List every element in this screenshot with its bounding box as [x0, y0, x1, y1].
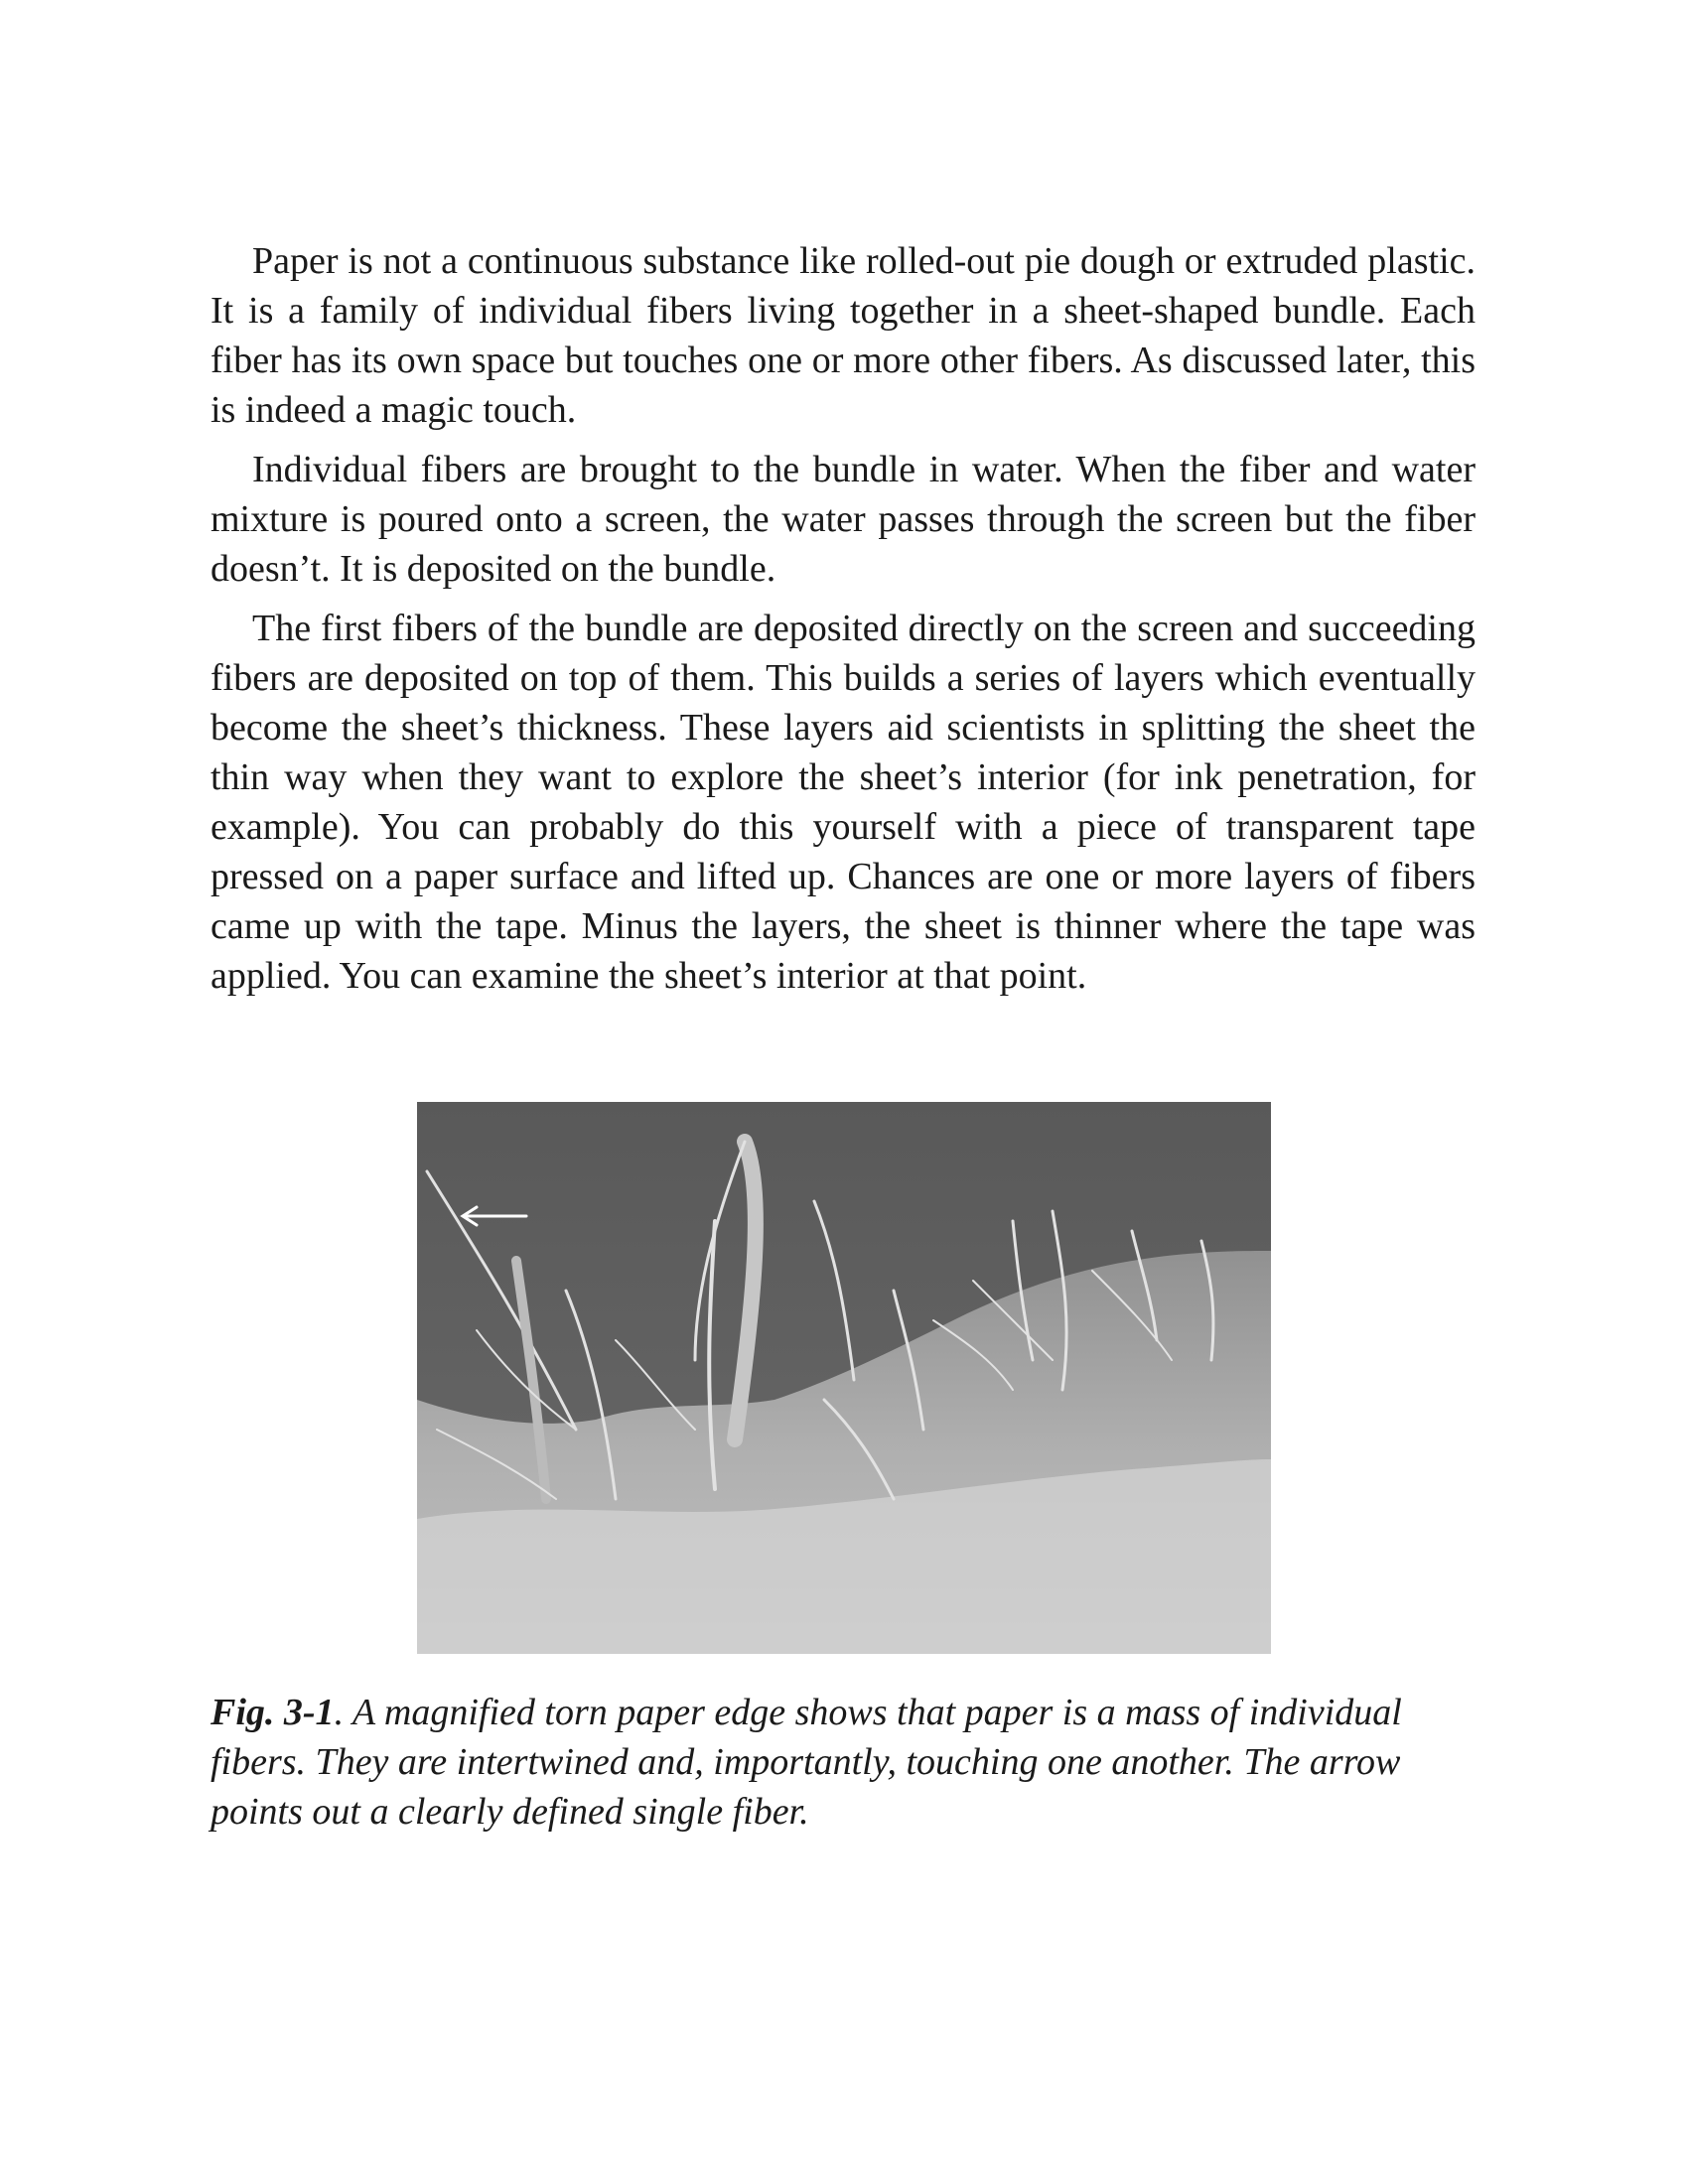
figure-caption — [211, 1688, 1476, 1837]
paragraph-3: The first fibers of the bundle are deposited directly on the screen and succeeding fibers are deposited on top of them. This builds a series of layers which eventually become the sheet’s thickness. These layers aid scientists in splitting the sheet the thin way when they want to explore the sheet’s interior (for ink penetration, for example). You can probably do this yourself with a piece of transparent tape pressed on a paper surface and lifted up. Chances are one or more layers of fibers came up with the tape. Minus the layers, the sheet is thinner where the tape was applied. You can examine the sheet’s interior at that point. — [211, 608, 1476, 997]
body-text — [211, 236, 1476, 1011]
figure-label: Fig. 3-1 — [211, 1692, 335, 1733]
paragraph-1: Paper is not a continuous substance like rolled-out pie dough or extruded plastic. It is a family of individual fibers living together in a sheet-shaped bundle. Each fiber has its own space but touches one or more other fibers. As discussed later, this is indeed a magic touch. — [211, 240, 1476, 431]
torn-paper-photo — [417, 1102, 1271, 1654]
paragraph-2: Individual fibers are brought to the bundle in water. When the fiber and water mixture is poured onto a screen, the water passes through the screen but the fiber doesn’t. It is deposited on the bundle. — [211, 449, 1476, 590]
figure-caption-text: . A magnified torn paper edge shows that paper is a mass of individual fibers. They are intertwined and, importantly, touching one another. The arrow points out a clearly defined single fiber. — [211, 1692, 1402, 1833]
